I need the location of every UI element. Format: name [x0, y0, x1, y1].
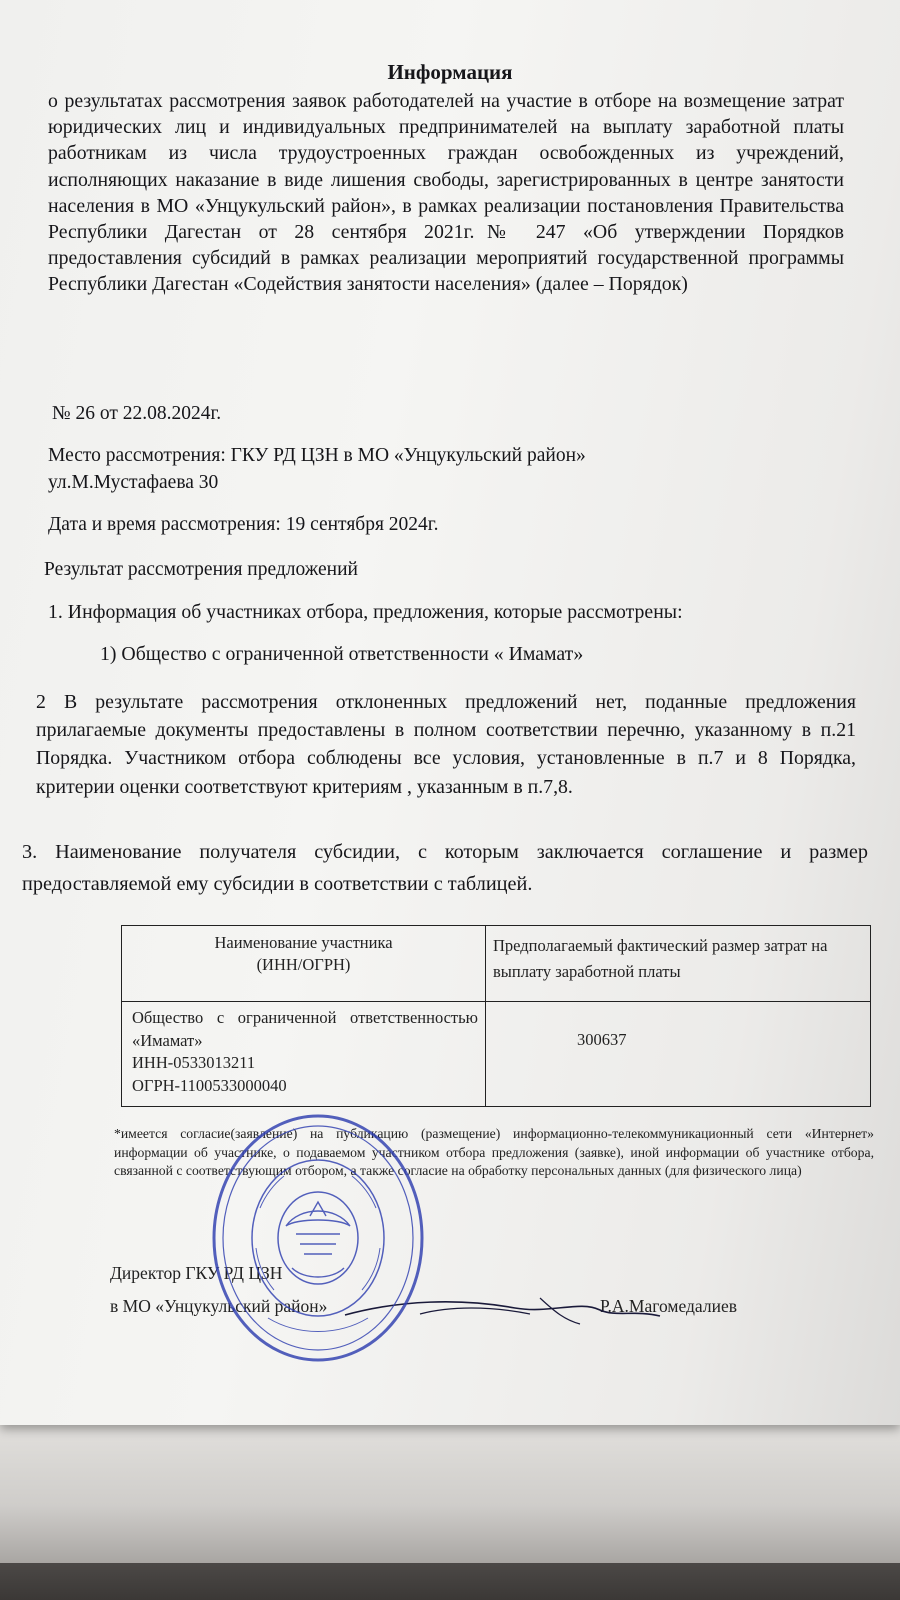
participant-name: Общество с ограниченной ответственностью «Имамат»: [132, 1008, 478, 1050]
signature-position-line2: в МО «Унцукульский район»: [110, 1296, 328, 1316]
review-place-line: Место рассмотрения: ГКУ РД ЦЗН в МО «Унцукульский район»: [48, 445, 586, 466]
item-1-sub: 1) Общество с ограниченной ответственности « Имамат»: [100, 643, 584, 665]
table-cell-amount: 300637: [577, 1030, 627, 1049]
document-number: № 26 от 22.08.2024г.: [52, 403, 222, 424]
participant-ogrn: ОГРН-1100533000040: [132, 1075, 287, 1095]
table-header-amount: Предполагаемый фактический размер затрат на выплату заработной платы: [493, 936, 828, 981]
review-address-line: ул.М.Мустафаева 30: [48, 472, 219, 493]
subsidy-table: [121, 925, 871, 1107]
table-row-divider: [122, 1001, 870, 1002]
result-heading: Результат рассмотрения предложений: [44, 559, 358, 580]
review-date: Дата и время рассмотрения: 19 сентября 2024г.: [48, 514, 439, 535]
intro-paragraph: о результатах рассмотрения заявок работодателей на участие в отборе на возмещение затрат юридических лиц и индивидуальных предпринимателей на выплату заработной платы работникам из числа трудоустроенных граждан освобожденных из учреждений, исполняющих наказание в виде лишения свободы, зарегистрированных в центре занятости населения в МО «Унцукульский район», в рамках реализации постановления Правительства Республики Дагестан от 28 сентября 2021г.№ 247 «Об утверждении Порядков предоставления субсидий в рамках реализации мероприятий государственной программы Республики Дагестан «Содействия занятости населения» (далее – Порядок): [48, 90, 844, 296]
table-header-participant-line2: (ИНН/ОГРН): [256, 955, 351, 974]
table-cell-participant: [132, 1007, 478, 1097]
table-header-participant: [122, 932, 485, 976]
item-3: 3. Наименование получателя субсидии, с которым заключается соглашение и размер предоставляемой ему субсидии в соответствии с таблицей.: [22, 841, 868, 895]
signature-position-line1: Директор ГКУ РД ЦЗН: [110, 1263, 283, 1283]
table-column-divider: [485, 926, 486, 1106]
official-seal-stamp: [208, 1108, 428, 1368]
signatory-name: Р.А.Магомедалиев: [600, 1296, 737, 1316]
item-1: 1. Информация об участниках отбора, предложения, которые рассмотрены:: [48, 601, 683, 623]
table-header-participant-line1: Наименование участника: [214, 933, 393, 952]
participant-inn: ИНН-0533013211: [132, 1053, 256, 1072]
document-title: Информация: [387, 60, 513, 84]
footnote: *имеется согласие(заявление) на публикацию (размещение) информационно-телекоммуникационный сети «Интернет» информации об участнике, о подаваемом участником отбора предложения (заявке), иной информации об участнике отбора, связанной с соответствующим отбором, а также согласие на обработку персональных данных (для физического лица): [114, 1126, 874, 1178]
review-place: [48, 442, 808, 496]
underlying-paper: [0, 1418, 900, 1563]
item-2: 2 В результате рассмотрения отклоненных предложений нет, поданные предложения прилагаемые документы предоставлены в полном соответствии перечню, указанному в п.21 Порядка. Участником отбора соблюдены все условия, установленные в п.7 и 8 Порядка, критерии оценки соответствуют критериям , указанным в п.7,8.: [36, 691, 856, 798]
